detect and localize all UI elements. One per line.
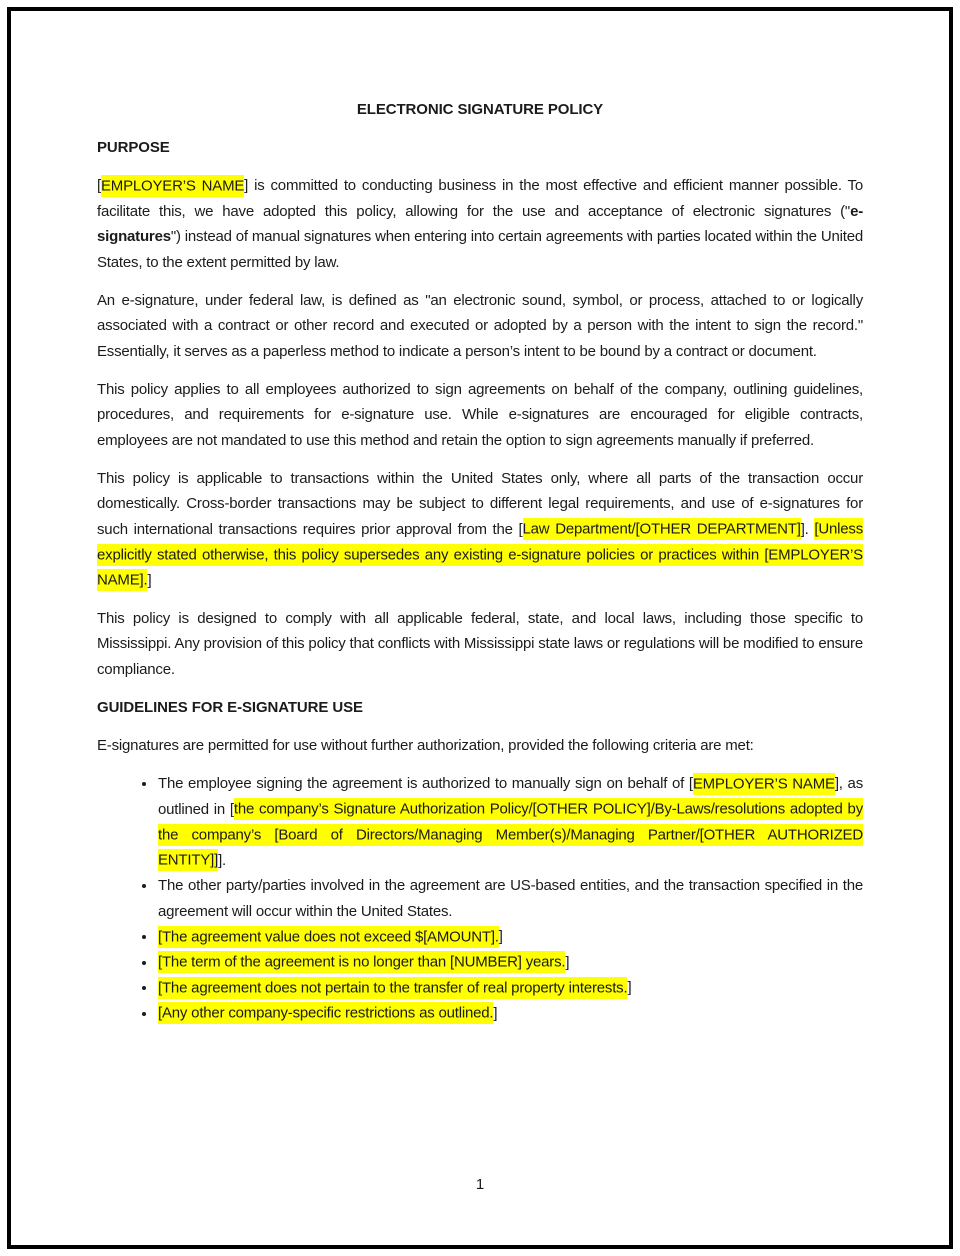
document-title: ELECTRONIC SIGNATURE POLICY — [356, 101, 604, 118]
text-run: ] — [147, 571, 152, 589]
list-item — [157, 975, 863, 1001]
list-item — [157, 1001, 863, 1027]
text-run: The other party/parties involved in the agreement are US-based entities, and the transaction specified in the agreement will occur within the United States. — [158, 877, 863, 920]
text-run: This policy is applicable to transactions within the United States only, where all parts of the transaction occur domestically. Cross-border transactions may be subject to different legal requirements, and use of e-signatures for such international transactions requires prior approval from the [ — [97, 469, 863, 538]
bullet-list — [97, 771, 863, 1026]
paragraph — [97, 173, 863, 275]
text-run: e-signatures — [97, 202, 863, 245]
section-heading — [97, 695, 863, 721]
text-run: ], as outlined in [ — [158, 775, 863, 818]
highlighted-text: EMPLOYER’S NAME — [101, 175, 244, 197]
text-run: ]. — [218, 851, 227, 869]
paragraph — [97, 466, 863, 594]
highlighted-text: EMPLOYER’S — [693, 773, 788, 795]
highlighted-text: [The agreement does not pertain to the transfer of real property interests. — [158, 977, 627, 999]
list-item — [157, 924, 863, 950]
highlighted-text: [The agreement value does not exceed $[AMOUNT]. — [158, 926, 499, 948]
document-content — [11, 97, 949, 1026]
text-run: This policy is designed to comply with all applicable federal, state, and local laws, including those specific to Mississippi. Any provision of this policy that conflicts with Mississippi state laws or regulations will be modified to ensure compliance. — [97, 609, 863, 678]
highlighted-text: [Unless explicitly stated otherwise, this policy supersedes any existing e-signature policies or practices within [EMPLOYER’S NAME]. — [97, 518, 863, 591]
text-run: ] is committed to conducting business in the most effective and efficient manner possible. To facilitate this, we have adopted this policy, allowing for the use and acceptance of electronic signatures (" — [97, 177, 863, 220]
highlighted-text: [Any other company-specific restrictions as outlined. — [158, 1002, 493, 1024]
paragraph — [97, 606, 863, 683]
page-border — [7, 7, 953, 1249]
text-run: The employee signing the agreement is authorized to manually sign on behalf of [ — [158, 775, 693, 792]
text-run: ] — [565, 953, 570, 971]
text-run: [ — [97, 177, 101, 194]
text-run: ] — [627, 979, 632, 996]
list-item — [157, 771, 863, 873]
highlighted-text: Law Department/[OTHER DEPARTMENT] — [523, 518, 801, 540]
highlighted-text: [The term of the agreement is no longer than [NUMBER] years. — [158, 951, 565, 973]
text-run: PURPOSE — [97, 139, 170, 156]
page-number: 1 — [475, 1176, 485, 1193]
text-run: ] — [493, 1004, 498, 1022]
text-run: ") instead of manual signatures when entering into certain agreements with parties located within the United States, to the extent permitted by law. — [97, 228, 863, 271]
paragraph — [97, 288, 863, 365]
paragraph — [97, 377, 863, 454]
section-heading — [97, 135, 863, 161]
paragraph — [97, 733, 863, 759]
list-item — [157, 873, 863, 924]
text-run: GUIDELINES FOR E-SIGNATURE USE — [97, 699, 363, 716]
text-run: E-signatures are permitted for use without further authorization, provided the following criteria are met: — [97, 737, 754, 754]
highlighted-text: NAME — [792, 773, 835, 795]
text-run: This policy applies to all employees authorized to sign agreements on behalf of the company, outlining guidelines, procedures, and requirements for e-signature use. While e-signatures are encouraged for eligible contracts, employees are not mandated to use this method and retain the option to sign agreements manually if preferred. — [97, 380, 863, 449]
list-item — [157, 950, 863, 976]
text-run: An e-signature, under federal law, is defined as "an electronic sound, symbol, or process, attached to or logically associated with a contract or other record and executed or adopted by a person with the intent to sign the record." Essentially, it serves as a paperless method to indicate a person’s intent to be bound by a contract or document. — [97, 291, 863, 360]
text-run: ]. — [800, 520, 815, 538]
document-body — [97, 135, 863, 1026]
text-run: ] — [498, 928, 503, 945]
highlighted-text: the company’s Signature Authorization Policy/[OTHER POLICY]/By-Laws/resolutions adopted by the company’s [Board of Directors/Managing Member(s)/Managing Partner/[OTHER AUTHORIZED ENTITY]] — [158, 798, 863, 871]
